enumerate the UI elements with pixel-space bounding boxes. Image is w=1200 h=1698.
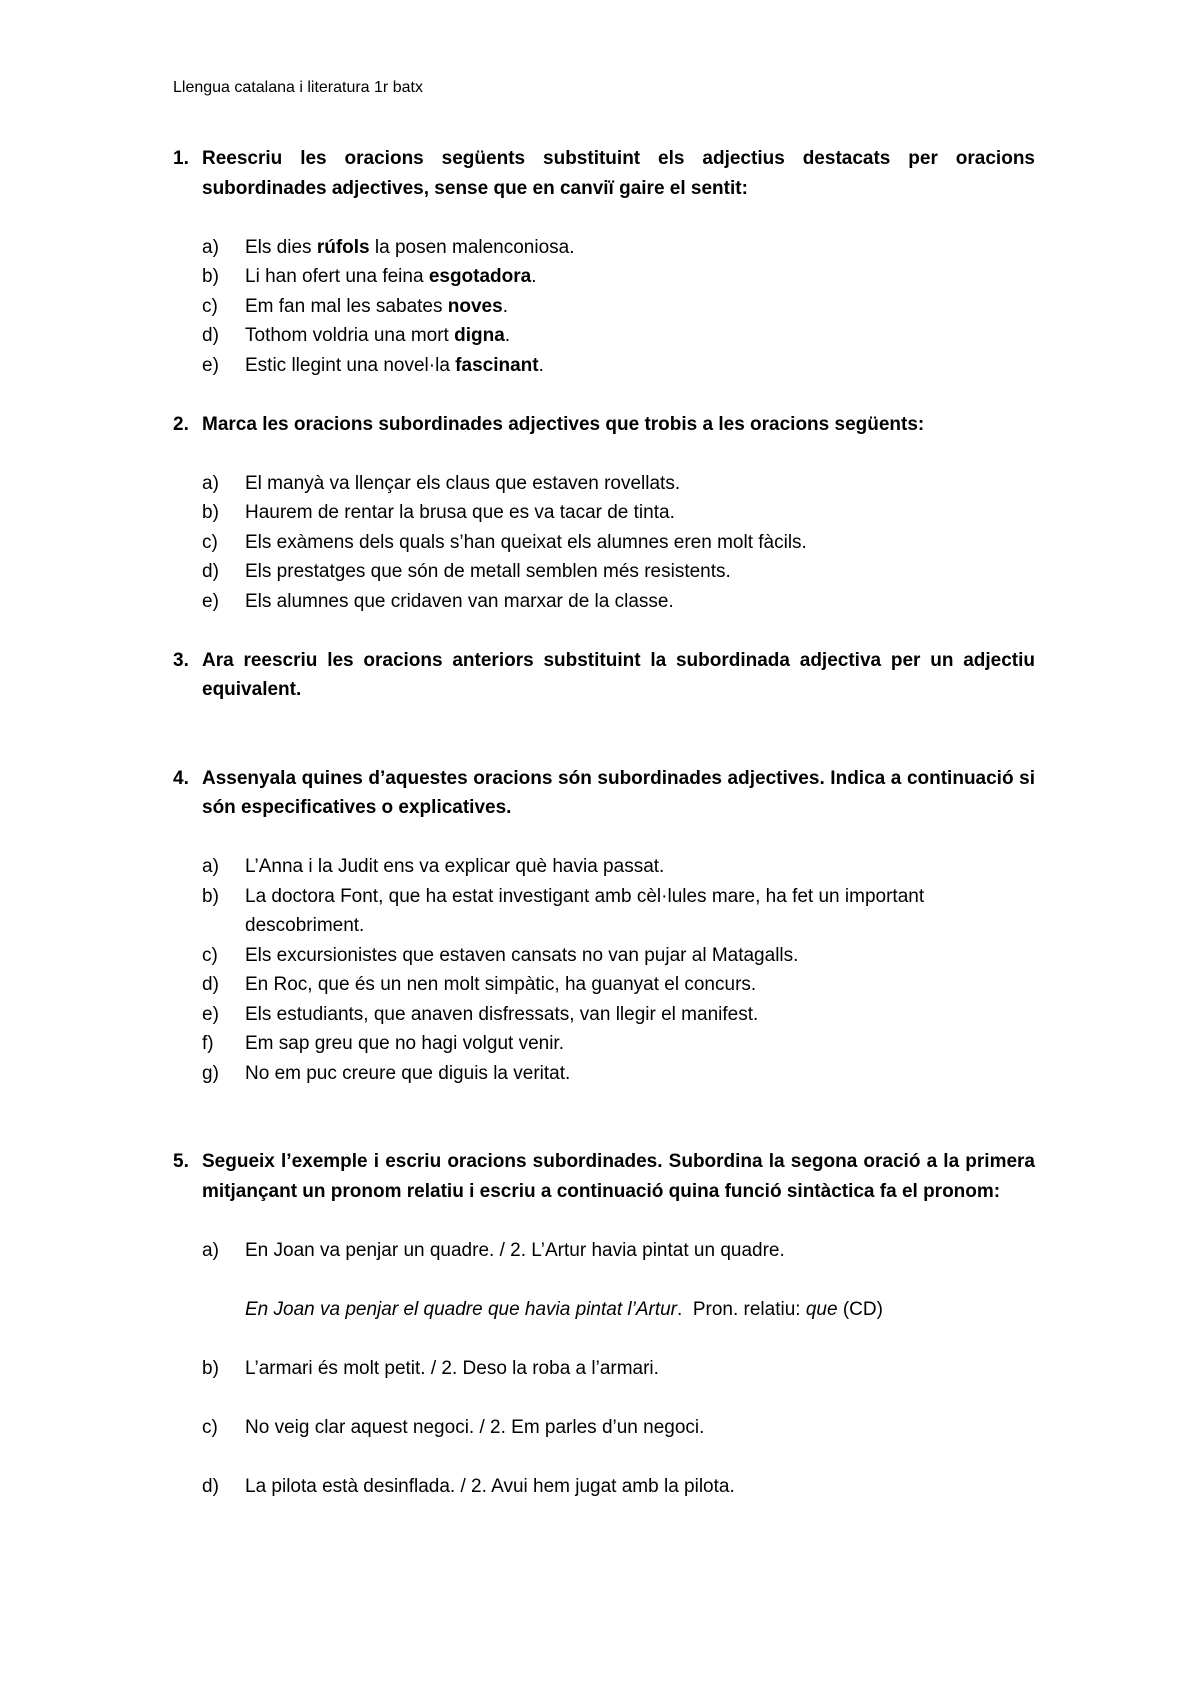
list-item (202, 351, 1035, 381)
item-text: Em fan mal les sabates noves. (245, 295, 508, 317)
exercise-1-items (173, 233, 1035, 381)
document-content (173, 144, 1035, 1501)
exercise-4 (173, 764, 1035, 1089)
item-text: No veig clar aquest negoci. / 2. Em parles d’un negoci. (245, 1416, 705, 1438)
exercise-number: 1. (173, 148, 189, 169)
item-label: b) (202, 885, 219, 907)
item-label: d) (202, 325, 219, 346)
list-item (202, 1029, 1035, 1059)
worked-example: En Joan va penjar el quadre que havia pintat l’Artur. Pron. relatiu: que (CD) (245, 1298, 883, 1320)
list-item (202, 1059, 1035, 1089)
exercise-instruction: Assenyala quines d’aquestes oracions són subordinades adjectives. Indica a continuació si són especificatives o explicatives. (202, 767, 1035, 818)
example-sentence: En Joan va penjar el quadre que havia pintat l’Artur (245, 1298, 677, 1320)
list-item (202, 1413, 1035, 1443)
item-text: No em puc creure que diguis la veritat. (245, 1062, 571, 1084)
item-text: Els alumnes que cridaven van marxar de la classe. (245, 590, 674, 612)
exercise-number: 2. (173, 413, 189, 435)
item-label: c) (202, 531, 218, 553)
list-item (202, 587, 1035, 617)
item-text: La doctora Font, que ha estat investigant amb cèl·lules mare, ha fet un important descobriment. (245, 885, 925, 936)
pronoun-label: Pron. relatiu: (692, 1298, 806, 1320)
item-text: Em sap greu que no hagi volgut venir. (245, 1033, 564, 1054)
highlighted-adjective: noves (447, 295, 503, 317)
list-item (202, 852, 1035, 882)
item-label: f) (202, 1033, 214, 1054)
list-item (202, 262, 1035, 292)
item-text: Els exàmens dels quals s’han queixat els alumnes eren molt fàcils. (245, 531, 807, 553)
item-text: Els prestatges que són de metall semblen més resistents. (245, 561, 731, 582)
item-text: Els estudiants, que anaven disfressats, van llegir el manifest. (245, 1003, 759, 1025)
item-text: La pilota està desinflada. / 2. Avui hem jugat amb la pilota. (245, 1475, 735, 1497)
item-label: d) (202, 974, 219, 995)
highlighted-adjective: rúfols (316, 236, 370, 258)
exercise-number: 4. (173, 767, 189, 789)
list-item (202, 1236, 1035, 1266)
item-label: g) (202, 1062, 219, 1084)
exercise-number: 3. (173, 649, 189, 671)
exercise-instruction: Reescriu les oracions següents substituint els adjectius destacats per oracions subordinades adjectives, sense que en canviï gaire el sentit: (202, 148, 1035, 199)
exercise-number: 5. (173, 1151, 189, 1172)
list-item (202, 882, 1035, 941)
item-text: El manyà va llençar els claus que estaven rovellats. (245, 472, 681, 494)
page-header: Llengua catalana i literatura 1r batx (173, 79, 423, 96)
highlighted-adjective: fascinant (455, 354, 539, 376)
exercise-3-question (173, 646, 1035, 705)
item-text: Estic llegint una novel·la fascinant. (245, 354, 544, 376)
exercise-5-question (173, 1147, 1035, 1206)
list-item (202, 557, 1035, 587)
item-text: L’armari és molt petit. / 2. Deso la roba a l’armari. (245, 1357, 659, 1379)
item-label: b) (202, 1357, 219, 1379)
exercise-3 (173, 646, 1035, 705)
item-label: c) (202, 944, 218, 966)
exercise-2-question (173, 410, 1035, 440)
list-item (202, 1472, 1035, 1502)
exercise-2 (173, 410, 1035, 617)
item-text: Els dies rúfols la posen malenconiosa. (245, 236, 575, 258)
exercise-instruction: Ara reescriu les oracions anteriors substituint la subordinada adjectiva per un adjectiu equivalent. (202, 649, 1035, 700)
item-label: a) (202, 1239, 219, 1261)
list-item (202, 233, 1035, 263)
item-label: b) (202, 266, 219, 287)
item-label: b) (202, 502, 219, 523)
item-label: d) (202, 561, 219, 582)
list-item (202, 1000, 1035, 1030)
exercise-1 (173, 144, 1035, 380)
item-label: a) (202, 236, 219, 258)
list-item (202, 1354, 1035, 1384)
item-label: a) (202, 856, 219, 877)
pronoun-value: que (805, 1298, 838, 1320)
item-label: e) (202, 590, 219, 612)
item-text: En Roc, que és un nen molt simpàtic, ha guanyat el concurs. (245, 974, 757, 995)
highlighted-adjective: esgotadora (428, 266, 532, 287)
list-item (202, 528, 1035, 558)
item-text: Haurem de rentar la brusa que es va tacar de tinta. (245, 502, 675, 523)
highlighted-adjective: digna (454, 325, 505, 346)
item-text: Els excursionistes que estaven cansats no van pujar al Matagalls. (245, 944, 799, 966)
list-item (202, 469, 1035, 499)
exercise-1-question (173, 144, 1035, 203)
item-text: Li han ofert una feina esgotadora. (245, 266, 537, 287)
exercise-4-items (173, 852, 1035, 1088)
item-text: L’Anna i la Judit ens va explicar què havia passat. (245, 856, 665, 877)
item-label: e) (202, 1003, 219, 1025)
item-text: Tothom voldria una mort digna. (245, 325, 511, 346)
exercise-5 (173, 1147, 1035, 1501)
item-label: a) (202, 472, 219, 494)
item-label: c) (202, 1416, 218, 1438)
list-item (202, 970, 1035, 1000)
list-item (202, 941, 1035, 971)
exercise-2-items (173, 469, 1035, 617)
exercise-instruction: Segueix l’exemple i escriu oracions subordinades. Subordina la segona oració a la primera mitjançant un pronom relatiu i escriu a continuació quina funció sintàctica fa el pronom: (202, 1151, 1035, 1202)
exercise-instruction: Marca les oracions subordinades adjectives que trobis a les oracions següents: (202, 413, 925, 435)
item-text: En Joan va penjar un quadre. / 2. L’Artur havia pintat un quadre. (245, 1239, 785, 1261)
list-item (202, 498, 1035, 528)
exercise-5-items (173, 1236, 1035, 1502)
item-label: d) (202, 1475, 219, 1497)
list-item (202, 292, 1035, 322)
list-item (202, 321, 1035, 351)
item-label: e) (202, 354, 219, 376)
exercise-4-question (173, 764, 1035, 823)
syntactic-function: (CD) (837, 1298, 883, 1320)
item-label: c) (202, 295, 218, 317)
